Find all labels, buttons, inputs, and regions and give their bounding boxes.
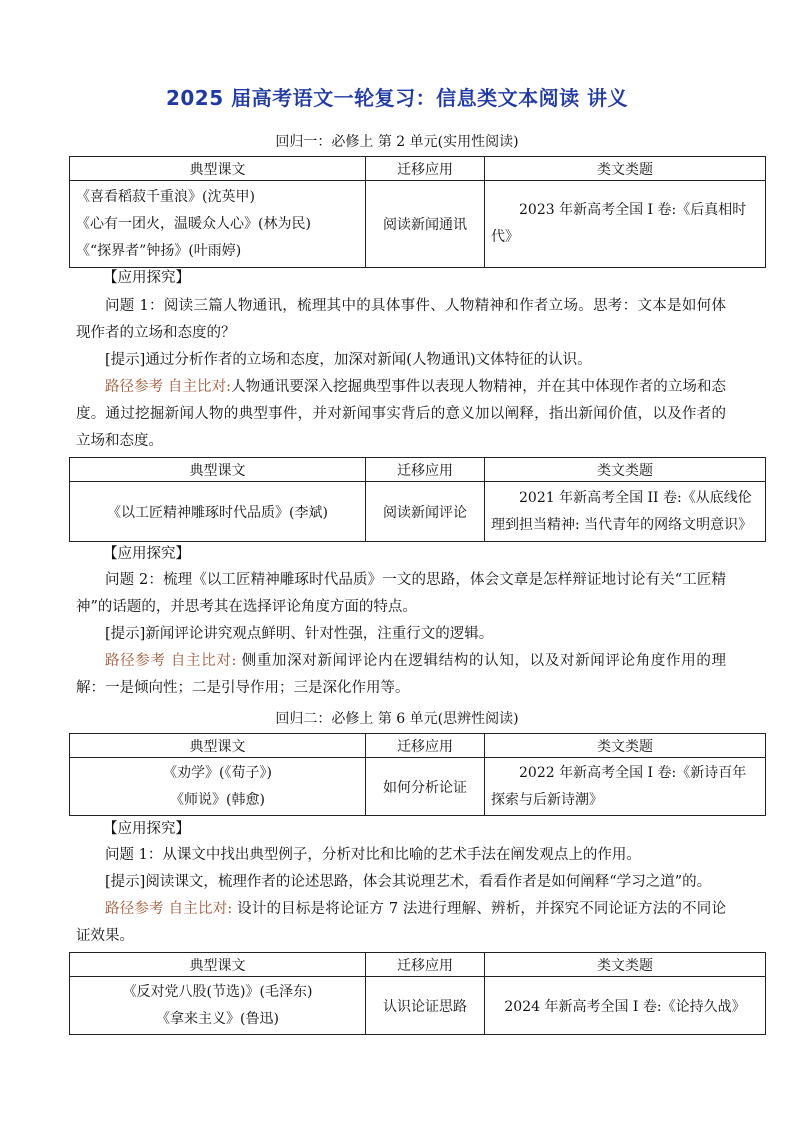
cell-similar: 2022 年新高考全国 I 卷:《新诗百年探索与后新诗潮》 — [485, 758, 766, 816]
header-app: 迁移应用 — [366, 157, 485, 181]
hint: [提示]阅读课文，梳理作者的论述思路，体会其说理艺术，看看作者是如何阐释“学习之道”的。 — [105, 874, 712, 890]
cell-similar: 2021 年新高考全国 II 卷:《从底线伦理到担当精神: 当代青年的网络文明意识》 — [485, 482, 766, 542]
cell-app: 如何分析论证 — [366, 758, 485, 816]
cell-texts — [70, 181, 366, 268]
block-1 — [76, 293, 726, 455]
path-ref-label: 路径参考 自主比对: — [105, 379, 232, 395]
answer-paragraph — [76, 374, 726, 455]
block-3 — [76, 842, 726, 950]
table-2 — [69, 457, 766, 542]
answer-paragraph — [76, 648, 726, 702]
header-similar: 类文类题 — [485, 734, 766, 758]
header-app: 迁移应用 — [366, 458, 485, 482]
app-inquiry-label: 【应用探究】 — [103, 270, 190, 286]
table-3 — [69, 733, 766, 816]
cell-similar: 2023 年新高考全国 I 卷:《后真相时代》 — [485, 181, 766, 268]
header-texts: 典型课文 — [70, 953, 366, 977]
header-texts: 典型课文 — [70, 157, 366, 181]
path-ref-label: 路径参考 自主比对: — [105, 901, 233, 917]
header-texts: 典型课文 — [70, 734, 366, 758]
cell-app: 阅读新闻评论 — [366, 482, 485, 542]
path-ref-label: 路径参考 自主比对: — [105, 653, 237, 669]
app-inquiry-label: 【应用探究】 — [103, 546, 190, 562]
text-item: 《心有一团火，温暖众人心》(林为民) — [76, 215, 311, 232]
answer: 侧重加深对新闻评论内在逻辑结构的认知，以及对新闻评论角度作用的理解：一是倾向性；二是引导作用；三是深化作用等。 — [76, 653, 727, 696]
text-item: 《师说》(韩愈) — [170, 791, 265, 808]
cell-similar: 2024 年新高考全国 I 卷:《论持久战》 — [485, 977, 766, 1035]
question: 问题 2：梳理《以工匠精神雕琢时代品质》一文的思路，体会文章是怎样辩证地讨论有关“工匠精神”的话题的，并思考其在选择评论角度方面的特点。 — [76, 572, 726, 615]
cell-texts — [70, 977, 366, 1035]
answer-paragraph — [76, 896, 726, 950]
text-item: 《拿来主义》(鲁迅) — [156, 1010, 279, 1027]
header-similar: 类文类题 — [485, 458, 766, 482]
app-inquiry-label: 【应用探究】 — [103, 821, 190, 837]
answer: 设计的目标是将论证方 7 法进行理解、辨析，并探究不同论证方法的不同论证效果。 — [76, 901, 726, 944]
hint: [提示]新闻评论讲究观点鲜明、针对性强，注重行文的逻辑。 — [105, 626, 494, 642]
block-2 — [76, 567, 726, 702]
cell-app: 阅读新闻通讯 — [366, 181, 485, 268]
question: 问题 1：阅读三篇人物通讯，梳理其中的具体事件、人物精神和作者立场。思考：文本是如何体现作者的立场和态度的？ — [76, 298, 726, 341]
text-item: 《喜看稻菽千重浪》(沈英甲) — [76, 188, 255, 205]
header-texts: 典型课文 — [70, 458, 366, 482]
answer: 人物通讯要深入挖掘典型事件以表现人物精神，并在其中体现作者的立场和态度。通过挖掘新闻人物的典型事件，并对新闻事实背后的意义加以阐释，指出新闻价值，以及作者的立场和态度。 — [76, 379, 727, 449]
hint: [提示]通过分析作者的立场和态度，加深对新闻(人物通讯)文体特征的认识。 — [105, 352, 592, 368]
page-title: 2025 届高考语文一轮复习：信息类文本阅读 讲义 — [165, 86, 629, 110]
table-1 — [69, 156, 766, 268]
text-item: 《劝学》(《荀子》) — [163, 764, 272, 781]
header-similar: 类文类题 — [485, 953, 766, 977]
cell-texts — [70, 758, 366, 816]
question: 问题 1：从课文中找出典型例子，分析对比和比喻的艺术手法在阐发观点上的作用。 — [105, 847, 641, 863]
header-app: 迁移应用 — [366, 953, 485, 977]
header-app: 迁移应用 — [366, 734, 485, 758]
text-item: 《“探界者”钟扬》(叶雨婷) — [76, 242, 242, 259]
section-caption-1: 回归一：必修上 第 2 单元(实用性阅读) — [275, 134, 519, 150]
cell-texts: 《以工匠精神雕琢时代品质》(李斌) — [70, 482, 366, 542]
text-item: 《反对党八股(节选)》(毛泽东) — [122, 983, 313, 1000]
section-caption-2: 回归二：必修上 第 6 单元(思辨性阅读) — [275, 711, 519, 727]
table-4 — [69, 952, 766, 1035]
cell-app: 认识论证思路 — [366, 977, 485, 1035]
header-similar: 类文类题 — [485, 157, 766, 181]
